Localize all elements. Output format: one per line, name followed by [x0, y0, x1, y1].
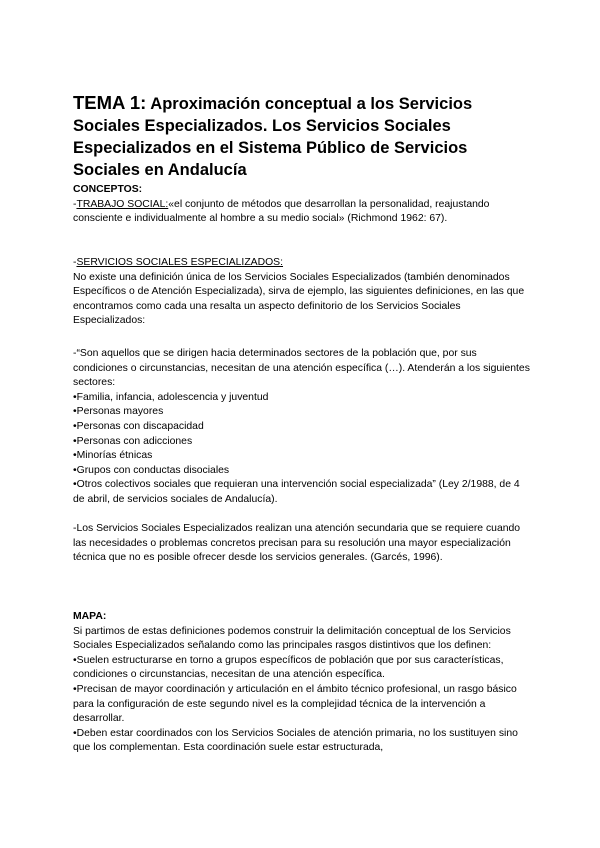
- list-item: • Personas con adicciones: [73, 435, 533, 450]
- trabajo-social-definition: «el conjunto de métodos que desarrollan la personalidad, reajustando consciente e individualmente al hombre a su medio social» (Richmond 1962: 67).: [73, 198, 490, 225]
- list-item: • Personas mayores: [73, 405, 533, 420]
- title-tema-label: TEMA 1:: [73, 92, 147, 113]
- garces-paragraph: -Los Servicios Sociales Especializados realizan una atención secundaria que se requiere cuando las necesidades o problemas concretos precisan para su resolución una mayor especialización técnica que no es posible ofrecer desde los servicios generales. (Garcés, 1996).: [73, 523, 521, 564]
- mapa-intro: Si partimos de estas definiciones podemos construir la delimitación conceptual de los Servicios Sociales Especializados señalando como las principales rasgos distintivos que los definen:: [73, 625, 511, 652]
- title-text: Aproximación conceptual a los Servicios Sociales Especializados. Los Servicios Sociales Especializados en el Sistema Público de Servicios Sociales en Andalucía: [73, 95, 473, 179]
- rasgos-list: [73, 654, 533, 756]
- mapa-heading: MAPA:: [73, 611, 107, 622]
- list-item: • Grupos con conductas disociales: [73, 464, 533, 479]
- conceptos-section: [73, 183, 533, 227]
- sectores-list: [73, 391, 533, 508]
- list-item: • Otros colectivos sociales que requieran una intervención social especializada” (Ley 2/1988, de 4 de abril, de servicios sociales de Andalucía).: [73, 478, 533, 507]
- list-item: • Deben estar coordinados con los Servicios Sociales de atención primaria, no los sustituyen sino que los complementan. Esta coordinación suele estar estructurada,: [73, 727, 533, 756]
- trabajo-social-term: TRABAJO SOCIAL:: [76, 198, 169, 210]
- servicios-section: [73, 256, 533, 329]
- list-item: • Suelen estructurarse en torno a grupos específicos de población que por sus características, condiciones o circunstancias, necesitan de una atención específica.: [73, 654, 533, 683]
- ley-quote-section: [73, 347, 533, 508]
- conceptos-heading: CONCEPTOS:: [73, 184, 143, 195]
- servicios-term: SERVICIOS SOCIALES ESPECIALIZADOS:: [76, 257, 284, 268]
- trabajo-social-prefix: -: [73, 198, 77, 210]
- list-item: • Personas con discapacidad: [73, 420, 533, 435]
- page-title: [73, 92, 533, 181]
- mapa-section: [73, 610, 533, 756]
- ley-quote-intro: -“Son aquellos que se dirigen hacia determinados sectores de la población que, por sus condiciones o circunstancias, necesitan de una atención específica (…). Atenderán a los siguientes sectores:: [73, 348, 530, 389]
- list-item: • Precisan de mayor coordinación y articulación en el ámbito técnico profesional, un rasgo básico para la configuración de este segundo nivel es la complejidad técnica de la intervención a desarrollar.: [73, 683, 533, 727]
- list-item: • Familia, infancia, adolescencia y juventud: [73, 391, 533, 406]
- garces-section: [73, 522, 533, 566]
- list-item: • Minorías étnicas: [73, 449, 533, 464]
- servicios-intro: No existe una definición única de los Servicios Sociales Especializados (también denominados Específicos o de Atención Especializada), sirva de ejemplo, las siguientes definiciones, en las que encontramos como cada una resalta un aspecto definitorio de los Servicios Sociales Especializados:: [73, 271, 525, 327]
- servicios-term-line: [73, 256, 533, 271]
- servicios-prefix: -: [73, 257, 77, 268]
- trabajo-social-paragraph: [73, 198, 533, 227]
